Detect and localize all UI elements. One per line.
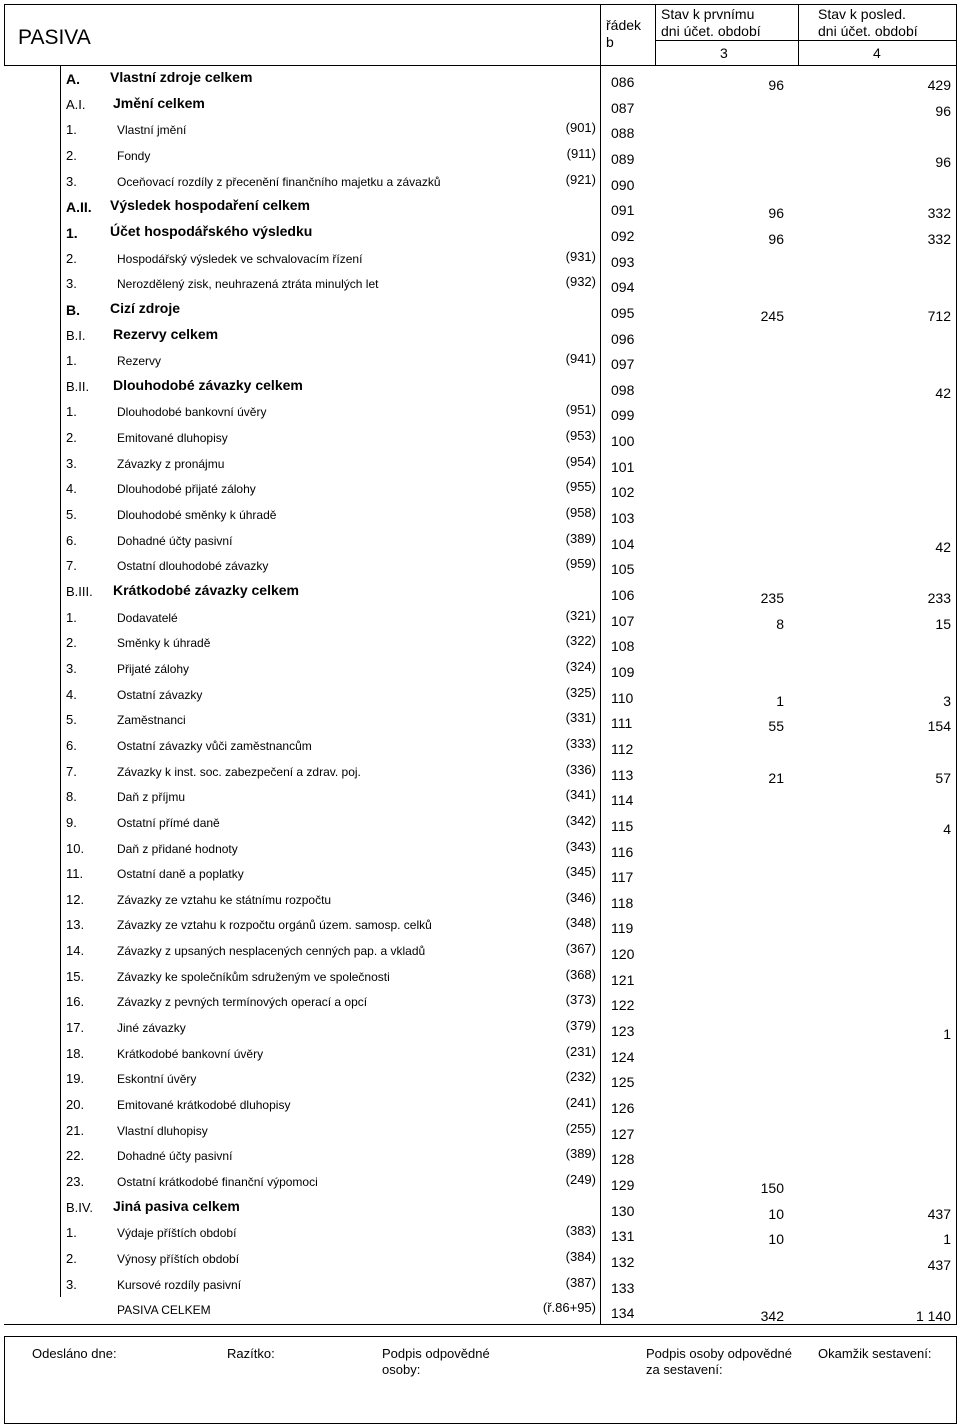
row-account: (331) [565, 710, 596, 726]
row-code: 10. [66, 840, 85, 856]
row-value-first: 342 [760, 1308, 784, 1325]
row-label: Závazky k inst. soc. zabezpečení a zdrav. poj. [117, 764, 361, 779]
row-label: Závazky z upsaných nesplacených cenných pap. a vkladů [117, 944, 426, 959]
row-radek: 105 [611, 561, 635, 578]
table-row [0, 1144, 960, 1170]
row-radek: 089 [611, 150, 635, 167]
footer-left-border [4, 1336, 5, 1424]
row-radek: 109 [611, 663, 635, 680]
table-row [0, 1119, 960, 1145]
footer-sent-date: Odesláno dne: [32, 1346, 117, 1361]
row-account: (322) [565, 633, 596, 649]
row-radek: 130 [611, 1202, 635, 1219]
row-value-first: 96 [768, 230, 784, 247]
row-code: 12. [66, 891, 85, 907]
row-code: 7. [66, 763, 77, 779]
table-row [0, 247, 960, 273]
table-row [0, 631, 960, 657]
table-row [0, 734, 960, 760]
row-code: 17. [66, 1020, 85, 1036]
row-label: Cizí zdroje [110, 299, 181, 316]
table-row [0, 1247, 960, 1273]
row-radek: 099 [611, 407, 635, 424]
row-account: (342) [565, 812, 596, 828]
row-code: 5. [66, 712, 77, 728]
row-radek: 107 [611, 612, 635, 629]
row-code: B. [66, 301, 80, 318]
row-radek: 119 [611, 920, 634, 937]
table-row [0, 324, 960, 350]
row-label: Výsledek hospodaření celkem [110, 197, 310, 214]
row-radek: 110 [611, 689, 634, 706]
row-code: A. [66, 71, 80, 87]
table-row [0, 67, 960, 93]
table-row [0, 144, 960, 170]
row-radek: 098 [611, 381, 635, 398]
table-row [0, 580, 960, 606]
row-label: Závazky ze vztahu k rozpočtu orgánů územ. samosp. celků [117, 918, 432, 933]
table-row [0, 606, 960, 632]
header-first-line1: Stav k prvnímu [661, 6, 755, 22]
row-value-last: 1 140 [915, 1308, 951, 1325]
row-label: Přijaté zálohy [117, 661, 190, 676]
row-label: PASIVA CELKEM [117, 1303, 211, 1318]
row-label: Kursové rozdíly pasivní [117, 1277, 242, 1292]
row-radek: 097 [611, 356, 635, 373]
row-value-first: 245 [760, 307, 784, 324]
row-code: 11. [66, 866, 84, 882]
left-border [4, 4, 5, 65]
row-radek: 091 [611, 202, 635, 219]
row-value-first: 55 [768, 718, 784, 735]
row-account: (232) [565, 1069, 596, 1085]
row-code: 3. [66, 660, 77, 676]
row-account: (249) [565, 1171, 596, 1187]
row-account: (901) [565, 120, 596, 136]
row-radek: 124 [611, 1048, 635, 1065]
table-bottom-line [4, 1324, 957, 1325]
row-account: (321) [565, 607, 596, 623]
row-label: Závazky ze vztahu ke státnímu rozpočtu [117, 892, 332, 907]
row-label: Závazky z pevných termínových operací a opcí [117, 995, 368, 1010]
row-label: Krátkodobé závazky celkem [113, 582, 299, 598]
table-row [0, 452, 960, 478]
row-code: 5. [66, 507, 77, 523]
row-radek: 086 [611, 74, 635, 90]
table-row [0, 554, 960, 580]
table-row [0, 170, 960, 196]
row-code: 2. [66, 147, 77, 163]
row-code: 2. [66, 250, 77, 266]
row-radek: 127 [611, 1125, 635, 1142]
row-account: (231) [565, 1043, 596, 1059]
row-radek: 104 [611, 535, 635, 552]
row-code: 20. [66, 1097, 85, 1112]
row-value-last: 42 [935, 384, 951, 401]
row-radek: 112 [611, 740, 634, 757]
row-code: 22. [66, 1148, 85, 1164]
row-value-last: 233 [927, 590, 951, 606]
row-label: Výnosy příštích období [117, 1251, 240, 1266]
row-label: Dodavatelé [117, 610, 178, 625]
row-value-first: 10 [768, 1231, 784, 1248]
row-label: Dlouhodobé závazky celkem [113, 376, 303, 393]
header-last-colnum: 4 [873, 45, 881, 61]
row-value-first: 10 [768, 1205, 784, 1222]
table-row [0, 349, 960, 375]
row-label: Účet hospodářského výsledku [110, 222, 313, 239]
row-account: (346) [565, 889, 596, 905]
page-title: PASIVA [18, 26, 91, 49]
table-row [0, 1298, 960, 1324]
row-code: 2. [66, 635, 77, 651]
row-label: Eskontní úvěry [117, 1072, 197, 1087]
row-label: Jiná pasiva celkem [113, 1197, 240, 1214]
row-label: Vlastní dluhopisy [117, 1123, 208, 1138]
footer-signature-compiler [646, 1346, 792, 1378]
row-radek: 128 [611, 1151, 635, 1168]
table-row [0, 1170, 960, 1196]
row-account: (345) [565, 864, 596, 880]
row-value-last: 57 [935, 769, 951, 786]
footer-signature-responsible-l1: Podpis odpovědné [382, 1346, 490, 1361]
row-label: Rezervy celkem [113, 325, 219, 342]
row-code: 7. [66, 558, 77, 574]
row-code: 3. [66, 1276, 77, 1292]
row-account: (959) [565, 556, 596, 572]
row-account: (955) [565, 479, 596, 495]
table-row [0, 1221, 960, 1247]
row-code: 9. [66, 814, 77, 830]
row-code: 6. [66, 737, 77, 753]
table-row [0, 426, 960, 452]
row-account: (383) [565, 1223, 596, 1239]
row-value-first: 8 [776, 615, 784, 632]
row-code: 1. [66, 1225, 77, 1241]
footer-signature-responsible [382, 1346, 490, 1378]
row-label: Hospodářský výsledek ve schvalovacím řízení [117, 251, 363, 266]
row-label: Ostatní závazky [117, 687, 203, 702]
row-code: 16. [66, 994, 85, 1010]
row-value-last: 437 [927, 1205, 951, 1222]
footer-signature-compiler-l1: Podpis osoby odpovědné [646, 1346, 793, 1361]
header-last-line2: dni účet. období [818, 23, 918, 39]
table-row [0, 683, 960, 709]
row-code: 14. [66, 943, 85, 959]
row-radek: 103 [611, 510, 635, 527]
row-radek: 100 [611, 433, 635, 450]
row-account: (348) [565, 915, 596, 931]
row-label: Ostatní závazky vůči zaměstnancům [117, 738, 312, 753]
row-code: B.II. [66, 378, 90, 394]
row-radek: 125 [611, 1074, 635, 1091]
row-account: (389) [565, 530, 596, 546]
row-account: (941) [565, 351, 596, 367]
row-label: Krátkodobé bankovní úvěry [117, 1046, 264, 1061]
row-label: Rezervy [117, 354, 162, 369]
header-last-line1: Stav k posled. [818, 6, 906, 22]
header-radek-sub: b [606, 34, 614, 50]
row-code: B.III. [66, 584, 93, 599]
row-code: 2. [66, 430, 77, 446]
table-row [0, 760, 960, 786]
row-code: 19. [66, 1071, 85, 1087]
row-account: (255) [565, 1120, 596, 1136]
row-label: Závazky z pronájmu [117, 456, 225, 471]
row-value-first: 1 [776, 692, 784, 709]
table-row [0, 93, 960, 119]
table-row [0, 888, 960, 914]
header-first-line2: dni účet. období [661, 23, 761, 39]
row-account: (387) [565, 1274, 596, 1290]
col-divider-last [798, 4, 799, 66]
row-code: 21. [66, 1122, 85, 1138]
row-label: Daň z příjmu [117, 790, 186, 805]
row-label: Dlouhodobé bankovní úvěry [117, 405, 267, 420]
row-radek: 121 [611, 971, 635, 988]
table-row [0, 657, 960, 683]
row-radek: 129 [611, 1176, 635, 1193]
row-code: B.IV. [66, 1199, 93, 1215]
row-value-last: 154 [927, 718, 951, 735]
row-label: Zaměstnanci [117, 713, 186, 728]
row-account: (343) [565, 838, 596, 854]
table-row [0, 221, 960, 247]
table-row [0, 990, 960, 1016]
row-code: 1. [66, 224, 78, 241]
row-account: (932) [565, 274, 596, 290]
table-row [0, 503, 960, 529]
row-radek: 106 [611, 587, 635, 603]
header-sub-line [655, 40, 957, 41]
row-code: 1. [66, 609, 77, 625]
row-account: (341) [565, 787, 596, 803]
table-row [0, 1042, 960, 1068]
table-row [0, 400, 960, 426]
row-code: A.I. [66, 96, 86, 112]
row-radek: 114 [611, 792, 634, 809]
row-code: 3. [66, 455, 77, 471]
row-value-first: 96 [768, 205, 784, 222]
row-account: (379) [565, 1018, 596, 1034]
row-value-last: 1 [943, 1231, 951, 1248]
row-code: 1. [66, 353, 77, 369]
row-radek: 096 [611, 330, 635, 347]
table-row [0, 939, 960, 965]
header-first-colnum: 3 [720, 45, 728, 61]
row-radek: 116 [611, 843, 634, 860]
table-row [0, 1093, 960, 1119]
row-label: Oceňovací rozdíly z přecenění finančního majetku a závazků [117, 174, 441, 189]
row-radek: 095 [611, 304, 635, 321]
row-radek: 092 [611, 227, 635, 244]
row-radek: 117 [611, 869, 634, 886]
row-code: 4. [66, 481, 77, 497]
row-code: 15. [66, 968, 85, 984]
row-label: Ostatní daně a poplatky [117, 867, 244, 882]
row-radek: 132 [611, 1253, 635, 1270]
table-row [0, 375, 960, 401]
row-code: 4. [66, 686, 77, 702]
row-label: Výdaje příštích období [117, 1226, 237, 1241]
row-account: (389) [565, 1146, 596, 1162]
table-row [0, 529, 960, 555]
row-code: 3. [66, 276, 77, 292]
header-bottom-line [4, 65, 957, 66]
row-account: (368) [565, 966, 596, 982]
row-account: (921) [565, 171, 596, 187]
col-divider-first [655, 4, 656, 66]
row-radek: 108 [611, 638, 635, 655]
table-row [0, 1016, 960, 1042]
table-row [0, 1067, 960, 1093]
row-label: Směnky k úhradě [117, 636, 211, 651]
row-value-last: 96 [935, 102, 951, 119]
row-account: (951) [565, 402, 596, 418]
row-value-last: 96 [935, 153, 951, 170]
footer-right-border [956, 1336, 957, 1424]
row-label: Dlouhodobé směnky k úhradě [117, 508, 277, 523]
row-value-last: 3 [943, 692, 951, 709]
row-value-last: 42 [935, 538, 951, 555]
row-label: Ostatní přímé daně [117, 815, 220, 830]
row-code: 3. [66, 173, 77, 189]
table-row [0, 708, 960, 734]
table-row [0, 272, 960, 298]
row-radek: 087 [611, 99, 635, 116]
row-label: Daň z přidané hodnoty [117, 841, 238, 856]
row-radek: 122 [611, 997, 635, 1014]
row-value-last: 15 [935, 615, 951, 632]
row-label: Jmění celkem [113, 94, 205, 111]
row-account: (367) [565, 941, 596, 957]
row-radek: 101 [611, 458, 635, 475]
row-label: Dlouhodobé přijaté zálohy [117, 482, 256, 497]
row-code: 1. [66, 404, 77, 420]
row-radek: 126 [611, 1100, 635, 1116]
row-label: Ostatní krátkodobé finanční výpomoci [117, 1174, 318, 1189]
row-label: Nerozdělený zisk, neuhrazená ztráta minulých let [117, 277, 379, 292]
footer-top-line [4, 1336, 957, 1337]
row-code: 23. [66, 1173, 85, 1189]
row-radek: 134 [611, 1305, 635, 1322]
row-label: Jiné závazky [117, 1021, 186, 1036]
row-radek: 093 [611, 253, 635, 270]
row-code: A.II. [66, 199, 92, 216]
header-radek [606, 17, 641, 51]
row-value-last: 4 [943, 820, 951, 837]
row-radek: 123 [611, 1023, 635, 1040]
row-radek: 094 [611, 279, 635, 296]
row-code: 1. [66, 122, 77, 138]
row-value-first: 21 [768, 769, 784, 786]
row-account: (931) [565, 248, 596, 264]
row-value-last: 437 [927, 1256, 951, 1273]
row-value-first: 96 [768, 77, 784, 93]
row-value-last: 332 [927, 230, 951, 247]
row-value-last: 1 [943, 1026, 951, 1043]
row-code: 13. [66, 917, 85, 933]
footer-compiled-time: Okamžik sestavení: [818, 1346, 932, 1361]
footer-signature-responsible-l2: osoby: [382, 1362, 421, 1377]
row-radek: 118 [611, 894, 634, 911]
table-row [0, 965, 960, 991]
row-radek: 088 [611, 125, 635, 142]
footer-signature-compiler-l2: za sestavení: [646, 1362, 723, 1377]
row-account: (325) [565, 684, 596, 700]
row-account: (384) [565, 1248, 596, 1264]
row-account: (911) [566, 145, 596, 161]
row-label: Dohadné účty pasivní [117, 1149, 233, 1164]
row-account: (958) [565, 505, 596, 521]
row-code: B.I. [66, 327, 86, 343]
row-value-first: 150 [760, 1179, 784, 1196]
row-account: (241) [565, 1095, 596, 1110]
row-account: (336) [565, 761, 596, 777]
row-code: 8. [66, 789, 77, 805]
row-label: Závazky ke společníkům sdruženým ve společnosti [117, 969, 390, 984]
row-radek: 090 [611, 176, 635, 193]
table-row [0, 298, 960, 324]
row-label: Emitované dluhopisy [117, 431, 228, 446]
table-row [0, 837, 960, 863]
row-label: Emitované krátkodobé dluhopisy [117, 1098, 291, 1112]
row-radek: 113 [611, 766, 634, 783]
top-border [4, 4, 957, 5]
row-value-first: 235 [760, 590, 784, 606]
row-value-last: 429 [927, 77, 951, 93]
row-radek: 133 [611, 1279, 635, 1296]
table-row [0, 862, 960, 888]
row-value-last: 712 [927, 307, 951, 324]
row-account: (324) [565, 658, 596, 674]
header-last-period [818, 6, 918, 40]
table-row [0, 913, 960, 939]
footer-bottom-line [4, 1423, 957, 1424]
row-account: (953) [565, 428, 596, 444]
row-label: Fondy [117, 148, 151, 163]
row-label: Dohadné účty pasivní [117, 533, 233, 548]
table-row [0, 195, 960, 221]
row-account: (333) [565, 735, 596, 751]
table-row [0, 118, 960, 144]
row-code: 18. [66, 1045, 85, 1061]
row-radek: 120 [611, 946, 635, 963]
table-row [0, 811, 960, 837]
table-row [0, 477, 960, 503]
footer-stamp: Razítko: [227, 1346, 275, 1361]
table-row [0, 1273, 960, 1299]
row-label: Vlastní zdroje celkem [110, 69, 253, 85]
row-radek: 102 [611, 484, 635, 501]
row-radek: 131 [611, 1228, 635, 1245]
row-label: Vlastní jmění [117, 123, 187, 138]
row-label: Ostatní dlouhodobé závazky [117, 559, 269, 574]
row-account: (954) [565, 453, 596, 469]
row-account: (373) [565, 992, 596, 1008]
table-row [0, 785, 960, 811]
table-row [0, 1196, 960, 1222]
row-code: 2. [66, 1250, 77, 1266]
header-first-period [661, 6, 761, 40]
row-code: 6. [66, 532, 77, 548]
row-value-last: 332 [927, 205, 951, 222]
row-account: (ř.86+95) [542, 1300, 596, 1316]
header-radek-label: řádek [606, 17, 642, 33]
row-radek: 115 [611, 817, 634, 834]
row-radek: 111 [611, 715, 633, 732]
